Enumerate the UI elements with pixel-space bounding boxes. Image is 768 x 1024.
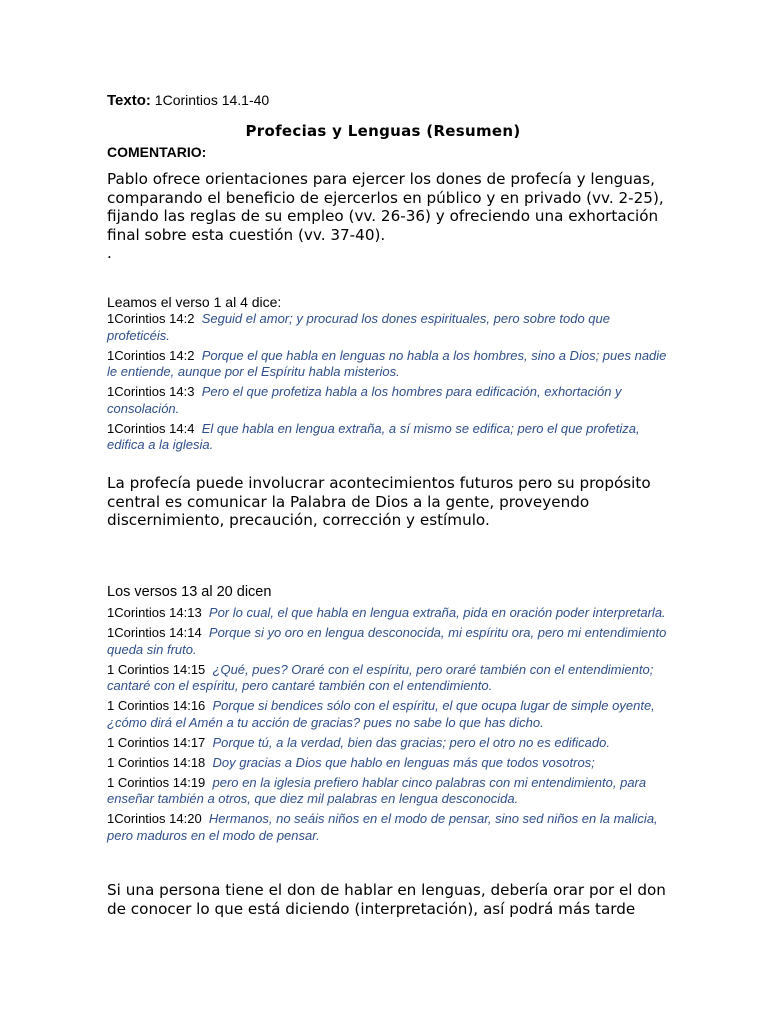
verse-text: Por lo cual, el que habla en lengua extraña, pida en oración poder interpretarla. — [208, 605, 666, 620]
intro-paragraph — [107, 170, 667, 263]
verse-text: El que habla en lengua extraña, a sí mismo se edifica; pero el que profetiza, edifica a la iglesia. — [107, 420, 640, 452]
verse-text: ¿Qué, pues? Oraré con el espíritu, pero oraré también con el entendimiento; cantaré con el espíritu, pero cantaré también con el entendimiento. — [107, 661, 654, 693]
verse-ref: 1Corintios 14:13 — [107, 605, 202, 620]
verse-item — [107, 625, 667, 658]
section2-lead: Los versos 13 al 20 dicen — [107, 584, 272, 600]
verse-text: pero en la iglesia prefiero hablar cinco palabras con mi entendimiento, para enseñar también a otros, que diez mil palabras en lengua desconocida. — [107, 774, 647, 806]
texto-line — [107, 91, 667, 110]
verse-text: Porque el que habla en lenguas no habla a los hombres, sino a Dios; pues nadie le entiende, aunque por el Espíritu habla misterios. — [107, 347, 667, 379]
profecia-paragraph: La profecía puede involucrar acontecimientos futuros pero su propósito central es comunicar la Palabra de Dios a la gente, proveyendo discernimiento, precaución, corrección y estímulo. — [107, 474, 651, 529]
verse-item — [107, 605, 667, 622]
verse-text: Seguid el amor; y procurad los dones espirituales, pero sobre todo que profeticéis. — [107, 311, 610, 343]
texto-value: 1Corintios 14.1-40 — [150, 92, 270, 108]
verse-item — [107, 775, 667, 808]
document-title: Profecias y Lenguas (Resumen) — [245, 122, 521, 140]
verse-ref: 1Corintios 14:4 — [107, 420, 195, 436]
verse-ref: 1 Corintios 14:15 — [107, 661, 206, 677]
verse-item — [107, 311, 667, 344]
verse-ref: 1Corintios 14:3 — [107, 384, 195, 399]
section1-verses — [107, 311, 667, 457]
verse-item — [107, 384, 667, 417]
verse-item — [107, 755, 667, 772]
verse-item — [107, 811, 667, 844]
texto-colon: : — [145, 92, 151, 109]
verse-ref: 1 Corintios 14:16 — [107, 698, 206, 713]
verse-ref: 1Corintios 14:20 — [107, 811, 202, 826]
intro-dot: . — [107, 244, 112, 262]
verse-ref: 1Corintios 14:2 — [107, 347, 195, 363]
verse-text: Porque tú, a la verdad, bien das gracias; pero el otro no es edificado. — [212, 734, 610, 750]
texto-label: Texto — [107, 92, 146, 109]
verse-ref: 1 Corintios 14:17 — [107, 734, 206, 750]
verse-ref: 1 Corintios 14:18 — [107, 754, 206, 770]
verse-item — [107, 662, 667, 695]
intro-text: Pablo ofrece orientaciones para ejercer los dones de profecía y lenguas, comparando el beneficio de ejercerlos en público y en privado (vv. 2-25), fijando las reglas de su empleo (vv. 26-36) y ofreciendo una exhortación final sobre esta cuestión (vv. 37-40). — [107, 170, 664, 244]
lenguas-paragraph: Si una persona tiene el don de hablar en lenguas, debería orar por el don de conocer lo que está diciendo (interpretación), así podrá más tarde — [107, 881, 666, 918]
verse-ref: 1Corintios 14:2 — [107, 311, 195, 326]
verse-ref: 1Corintios 14:14 — [107, 625, 202, 640]
section2-verses — [107, 605, 667, 848]
verse-text: Porque si yo oro en lengua desconocida, mi espíritu ora, pero mi entendimiento queda sin fruto. — [107, 625, 667, 657]
verse-text: Hermanos, no seáis niños en el modo de pensar, sino sed niños en la malicia, pero maduros en el modo de pensar. — [107, 811, 658, 843]
verse-ref: 1 Corintios 14:19 — [107, 774, 206, 790]
verse-text: Porque si bendices sólo con el espíritu, el que ocupa lugar de simple oyente, ¿cómo dirá el Amén a tu acción de gracias? pues no sabe lo que has dicho. — [107, 698, 655, 730]
section1-lead: Leamos el verso 1 al 4 dice: — [107, 294, 282, 310]
verse-item — [107, 421, 667, 454]
comentario-heading: COMENTARIO: — [107, 144, 207, 160]
verse-text: Pero el que profetiza habla a los hombres para edificación, exhortación y consolación. — [107, 384, 622, 416]
verse-item — [107, 698, 667, 731]
verse-item — [107, 735, 667, 752]
verse-item — [107, 348, 667, 381]
verse-text: Doy gracias a Dios que hablo en lenguas más que todos vosotros; — [212, 754, 595, 770]
